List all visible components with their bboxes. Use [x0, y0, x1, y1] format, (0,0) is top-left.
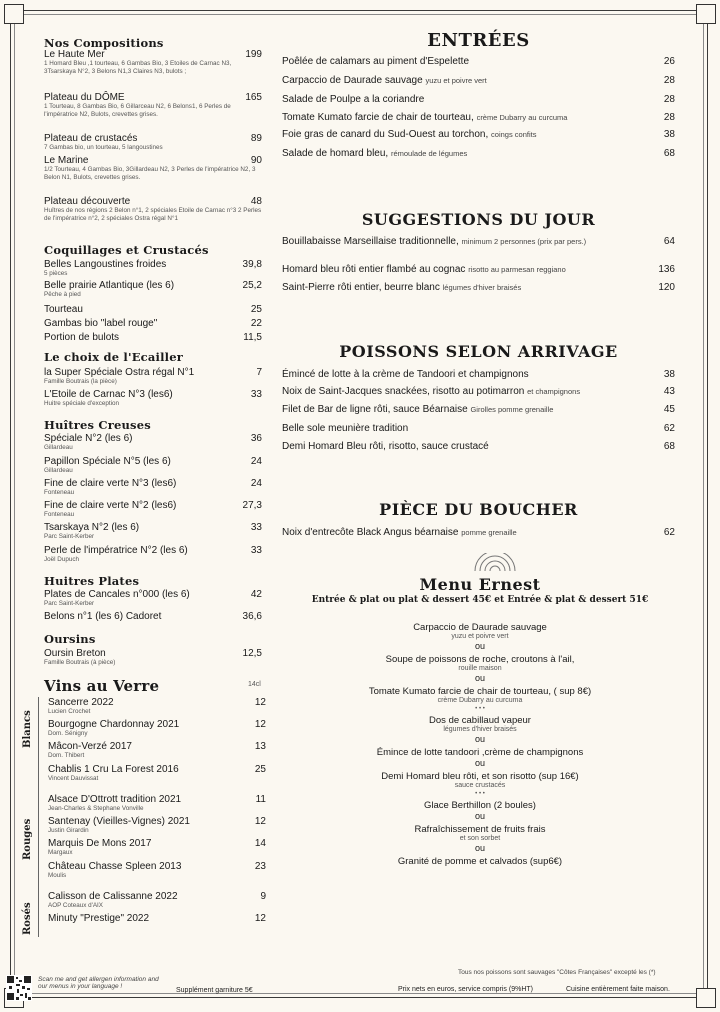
dish-price: 43 [663, 386, 675, 397]
corner-ornament [4, 4, 24, 24]
menu-item [44, 367, 262, 386]
dish-item [282, 423, 675, 434]
ernest-subtitle: Entrée & plat ou plat & dessert 45€ et Entrée & plat & dessert 51€ [311, 595, 649, 605]
wine-item [48, 816, 266, 835]
menu-item [44, 304, 262, 315]
menu-item [44, 332, 262, 343]
wine-item [48, 741, 266, 760]
wine-group-label-roses: Rosés [22, 902, 33, 935]
item-description: Huitre spéciale d'exception [44, 400, 120, 407]
dish-name: Foie gras de canard du Sud-Ouest au torchon, [282, 129, 489, 140]
wine-price: 11 [255, 794, 266, 805]
ernest-dish-note: et son sorbet [459, 835, 501, 842]
item-description: 7 Gambas bio, un tourteau, 5 langoustines [44, 144, 163, 151]
dish-line [282, 148, 637, 159]
dish-item [282, 94, 675, 105]
item-name: Belles Langoustines froides [44, 259, 167, 270]
wine-producer: Lucien Crochet [48, 708, 91, 715]
section-title-ecailler: Le choix de l'Ecailler [44, 350, 184, 364]
ernest-dish: Carpaccio de Daurade sauvage [413, 622, 547, 633]
dish-line [282, 423, 637, 434]
item-price: 36,6 [242, 611, 262, 622]
item-description: Fonteneau [44, 489, 75, 496]
ernest-dish: Rafraîchissement de fruits frais [414, 824, 546, 835]
menu-item [44, 456, 262, 475]
section-title-creuses: Huîtres Creuses [44, 418, 151, 432]
dish-price: 64 [663, 236, 675, 247]
dish-price: 62 [663, 423, 675, 434]
item-price: 12,5 [242, 648, 262, 659]
menu-item [44, 318, 262, 329]
menu-item [44, 49, 262, 75]
item-price: 11,5 [243, 332, 262, 343]
ernest-dish: Granité de pomme et calvados (sup6€) [397, 856, 563, 867]
dish-price: 28 [663, 94, 675, 105]
dish-item [282, 441, 675, 452]
dish-item [282, 75, 675, 86]
item-description: Joël Dupuch [44, 556, 80, 563]
wine-item [48, 891, 266, 910]
wine-item [48, 764, 266, 783]
wine-item [48, 838, 266, 857]
wine-name: Calisson de Calissanne 2022 [48, 891, 178, 902]
sauvages-note: Tous nos poissons sont sauvages "Côtes Françaises" excepté les (*) [458, 969, 656, 976]
item-description: Fonteneau [44, 511, 75, 518]
dish-name: Bouillabaisse Marseillaise traditionnelle, [282, 236, 459, 247]
dish-item [282, 404, 675, 415]
item-price: 33 [250, 389, 262, 400]
dish-price: 68 [663, 148, 675, 159]
item-price: 24 [250, 478, 262, 489]
wine-producer: Dom. Sénigny [48, 730, 88, 737]
wine-group-label-rouges: Rouges [22, 818, 33, 860]
wine-producer: Dom. Thibert [48, 752, 85, 759]
menu-item [44, 500, 262, 519]
ernest-or: ou [474, 758, 485, 768]
ernest-or: ou [474, 641, 485, 651]
item-price: 48 [250, 196, 262, 207]
item-name: Le Haute Mer [44, 49, 105, 60]
ernest-dish: Émince de lotte tandoori ,crème de champignons [376, 747, 584, 758]
dish-line [282, 282, 637, 293]
ernest-dish-note: légumes d'hiver braisés [443, 726, 517, 733]
menu-item [44, 389, 262, 408]
wine-price: 9 [260, 891, 266, 902]
ernest-or: ou [474, 811, 485, 821]
item-description: Famille Boutrais (à pièce) [44, 659, 116, 666]
item-name: Perle de l'impératrice N°2 (les 6) [44, 545, 188, 556]
dish-note: minimum 2 personnes (prix par pers.) [461, 237, 587, 246]
wine-name: Mâcon-Verzé 2017 [48, 741, 132, 752]
dish-note: Girolles pomme grenaille [470, 405, 554, 414]
section-title-poissons: POISSONS SELON ARRIVAGE [339, 342, 618, 361]
dish-name: Poêlée de calamars au piment d'Espelette [282, 56, 470, 67]
ernest-or: ou [474, 843, 485, 853]
dish-note: yuzu et poivre vert [425, 76, 487, 85]
prix-note: Prix nets en euros, service compris (9%HT) [398, 986, 533, 993]
dish-price: 38 [663, 129, 675, 140]
wine-item [48, 697, 266, 716]
wine-producer: Moulis [48, 872, 67, 879]
dish-item [282, 527, 675, 538]
ernest-or: ou [474, 734, 485, 744]
dish-note: risotto au parmesan reggiano [468, 265, 566, 274]
wine-group-bar [38, 697, 39, 937]
dish-line [282, 441, 637, 452]
dish-name: Carpaccio de Daurade sauvage [282, 75, 423, 86]
ernest-dish-note: rouille maison [458, 665, 502, 672]
item-name: Plateau du DÔME [44, 92, 125, 103]
item-description: 1 Homard Bleu ,1 tourteau, 6 Gambas Bio, 3 Etoiles de Carnac N3, 3Tsarskaya N°2, 3 Belons N1,3 Claires N3, bulots ; [44, 60, 232, 75]
wine-name: Marquis De Mons 2017 [48, 838, 152, 849]
item-price: 165 [245, 92, 262, 103]
ernest-dish-note: sauce crustacés [454, 782, 506, 789]
menu-item [44, 92, 262, 118]
dish-price: 38 [663, 369, 675, 380]
item-name: Belons n°1 (les 6) Cadoret [44, 611, 162, 622]
dish-item [282, 369, 675, 380]
wine-price: 12 [254, 816, 266, 827]
item-description: Pêche à pied [44, 291, 81, 298]
qr-caption: Scan me and get allergen information and our menus in your language ! [38, 976, 159, 990]
menu-item [44, 522, 262, 541]
dish-name: Homard bleu rôti entier flambé au cognac [282, 264, 466, 275]
dish-note: et champignons [527, 387, 581, 396]
item-price: 25,2 [242, 280, 262, 291]
menu-item [44, 280, 262, 299]
item-description: Gillardeau [44, 467, 73, 474]
dish-line [282, 129, 637, 140]
dish-price: 45 [663, 404, 675, 415]
wine-price: 12 [254, 913, 266, 924]
wine-item [48, 719, 266, 738]
menu-item [44, 433, 262, 452]
wine-unit-label: 14cl [248, 681, 261, 688]
ernest-dish-note: crème Dubarry au curcuma [437, 697, 523, 704]
dish-line [282, 386, 637, 397]
item-name: Le Marine [44, 155, 89, 166]
item-name: Tsarskaya N°2 (les 6) [44, 522, 140, 533]
item-name: Portion de bulots [44, 332, 120, 343]
menu-item [44, 155, 262, 181]
ernest-dish: Dos de cabillaud vapeur [429, 715, 531, 726]
wine-producer: Justin Girardin [48, 827, 89, 834]
item-price: 33 [250, 522, 262, 533]
item-description: 1/2 Tourteau, 4 Gambas Bio, 3Gillardeau N2, 3 Perles de l'impératrice N2, 3 Belon N1, Bulots, crevettes grises. [44, 166, 256, 181]
item-price: 42 [250, 589, 262, 600]
dish-line [282, 264, 637, 275]
section-title-boucher: PIÈCE DU BOUCHER [379, 500, 578, 519]
item-name: Spéciale N°2 (les 6) [44, 433, 133, 444]
menu-item [44, 589, 262, 608]
qr-code-icon[interactable] [6, 975, 32, 1001]
menu-item [44, 545, 262, 564]
wine-price: 14 [254, 838, 266, 849]
menu-item [44, 648, 262, 667]
item-description: 1 Tourteau, 8 Gambas Bio, 6 Gillarceau N2, 6 Belons1, 6 Perles de l'impératrice N2, Bulots, crevettes grises. [44, 103, 231, 118]
item-price: 36 [250, 433, 262, 444]
ernest-separator: • • • [475, 791, 485, 797]
item-name: Oursin Breton [44, 648, 106, 659]
ernest-separator: • • • [475, 706, 485, 712]
wine-name: Santenay (Vieilles-Vignes) 2021 [48, 816, 190, 827]
wine-producer: Margaux [48, 849, 73, 856]
corner-ornament [696, 4, 716, 24]
dish-name: Émincé de lotte à la crème de Tandoori et champignons [282, 369, 529, 380]
dish-line [282, 94, 637, 105]
dish-line [282, 112, 637, 123]
item-name: Belle prairie Atlantique (les 6) [44, 280, 175, 291]
dish-line [282, 236, 637, 247]
section-title-entrees: ENTRÉES [427, 30, 530, 51]
wine-name: Alsace D'Ottrott tradition 2021 [48, 794, 182, 805]
dish-name: Filet de Bar de ligne rôti, sauce Béarnaise [282, 404, 468, 415]
item-name: Papillon Spéciale N°5 (les 6) [44, 456, 171, 467]
dish-note: pomme grenaille [461, 528, 517, 537]
menu-item [44, 259, 262, 278]
dish-line [282, 56, 637, 67]
ernest-dish: Soupe de poissons de roche, croutons à l'ail, [385, 654, 575, 665]
wine-price: 25 [254, 764, 266, 775]
dish-name: Belle sole meunière tradition [282, 423, 409, 434]
item-description: Gillardeau [44, 444, 73, 451]
item-description: Parc Saint-Kerber [44, 533, 95, 540]
wine-item [48, 913, 266, 924]
dish-item [282, 236, 675, 247]
dish-item [282, 112, 675, 123]
item-description: Huîtres de nos régions 2 Belon n°1, 2 spéciales Etoile de Carnac n°3 2 Perles de l'impératrice n°2, 2 spéciales Ostra régal N°1 [44, 207, 262, 222]
item-name: la Super Spéciale Ostra régal N°1 [44, 367, 195, 378]
ernest-dish: Tomate Kumato farcie de chair de tourteau, ( sup 8€) [368, 686, 592, 697]
item-name: Gambas bio "label rouge" [44, 318, 158, 329]
wine-item [48, 794, 266, 813]
dish-line [282, 404, 637, 415]
item-price: 7 [256, 367, 262, 378]
dish-line [282, 527, 637, 538]
dish-name: Tomate Kumato farcie de chair de tourteau, [282, 112, 474, 123]
item-price: 33 [250, 545, 262, 556]
menu-item [44, 611, 262, 622]
dish-item [282, 386, 675, 397]
section-title-compositions: Nos Compositions [44, 36, 164, 50]
wine-item [48, 861, 266, 880]
item-name: Tourteau [44, 304, 83, 315]
dish-name: Noix d'entrecôte Black Angus béarnaise [282, 527, 459, 538]
item-price: 89 [250, 133, 262, 144]
item-description: 5 pièces [44, 270, 68, 277]
item-description: Parc Saint-Kerber [44, 600, 95, 607]
dish-name: Noix de Saint-Jacques snackées, risotto au potimarron [282, 386, 525, 397]
dish-price: 26 [663, 56, 675, 67]
ernest-title: Menu Ernest [419, 575, 541, 594]
section-title-oursins: Oursins [44, 632, 96, 646]
ernest-or: ou [474, 673, 485, 683]
dish-price: 28 [663, 75, 675, 86]
item-price: 199 [245, 49, 262, 60]
item-name: L'Etoile de Carnac N°3 (les6) [44, 389, 173, 400]
dish-item [282, 264, 675, 275]
section-title-plates: Huitres Plates [44, 574, 140, 588]
item-name: Fine de claire verte N°2 (les6) [44, 500, 177, 511]
item-price: 90 [250, 155, 262, 166]
wine-producer: AOP Coteaux d'AIX [48, 902, 103, 909]
wine-name: Château Chasse Spleen 2013 [48, 861, 182, 872]
item-price: 25 [250, 304, 262, 315]
menu-item [44, 196, 262, 222]
item-price: 27,3 [242, 500, 262, 511]
dish-line [282, 369, 637, 380]
dish-note: coings confits [491, 130, 537, 139]
dish-note: crème Dubarry au curcuma [476, 113, 568, 122]
item-name: Plateau de crustacés [44, 133, 138, 144]
section-title-suggestions: SUGGESTIONS DU JOUR [361, 210, 596, 229]
wine-producer: Vincent Dauvissat [48, 775, 99, 782]
dish-item [282, 282, 675, 293]
dish-price: 136 [658, 264, 675, 275]
dish-name: Salade de homard bleu, [282, 148, 389, 159]
wine-price: 13 [254, 741, 266, 752]
dish-price: 68 [663, 441, 675, 452]
wine-name: Sancerre 2022 [48, 697, 114, 708]
fan-ornament [470, 553, 520, 571]
dish-name: Salade de Poulpe a la coriandre [282, 94, 425, 105]
wine-name: Bourgogne Chardonnay 2021 [48, 719, 180, 730]
item-description: Famille Boutrais (la pièce) [44, 378, 117, 385]
dish-item [282, 129, 675, 140]
cuisine-note: Cuisine entièrement faite maison. [566, 986, 670, 993]
ernest-menu-list [330, 620, 630, 867]
dish-note: rémoulade de légumes [390, 149, 468, 158]
item-price: 24 [250, 456, 262, 467]
dish-price: 62 [663, 527, 675, 538]
supplement-note: Supplément garniture 5€ [176, 987, 253, 994]
dish-note: légumes d'hiver braisés [442, 283, 522, 292]
dish-price: 28 [663, 112, 675, 123]
ernest-dish: Demi Homard bleu rôti, et son risotto (sup 16€) [381, 771, 579, 782]
item-price: 22 [250, 318, 262, 329]
item-name: Plateau découverte [44, 196, 131, 207]
dish-item [282, 148, 675, 159]
wine-price: 23 [254, 861, 266, 872]
menu-item [44, 133, 262, 152]
menu-item [44, 478, 262, 497]
dish-item [282, 56, 675, 67]
item-name: Plates de Cancales n°000 (les 6) [44, 589, 190, 600]
section-title-vins: Vins au Verre [44, 677, 160, 695]
wine-name: Minuty "Prestige" 2022 [48, 913, 150, 924]
dish-name: Demi Homard Bleu rôti, risotto, sauce crustacé [282, 441, 489, 452]
ernest-dish-note: yuzu et poivre vert [451, 633, 509, 640]
corner-ornament [696, 988, 716, 1008]
wine-price: 12 [254, 697, 266, 708]
dish-name: Saint-Pierre rôti entier, beurre blanc [282, 282, 440, 293]
item-price: 39,8 [242, 259, 262, 270]
dish-price: 120 [658, 282, 675, 293]
dish-line [282, 75, 637, 86]
wine-name: Chablis 1 Cru La Forest 2016 [48, 764, 179, 775]
wine-group-label-blancs: Blancs [22, 710, 33, 748]
wine-price: 12 [254, 719, 266, 730]
wine-producer: Jean-Charles & Stephane Vonville [48, 805, 144, 812]
item-name: Fine de claire verte N°3 (les6) [44, 478, 177, 489]
ernest-dish: Glace Berthillon (2 boules) [424, 800, 536, 811]
section-title-coquillages: Coquillages et Crustacés [44, 243, 209, 257]
